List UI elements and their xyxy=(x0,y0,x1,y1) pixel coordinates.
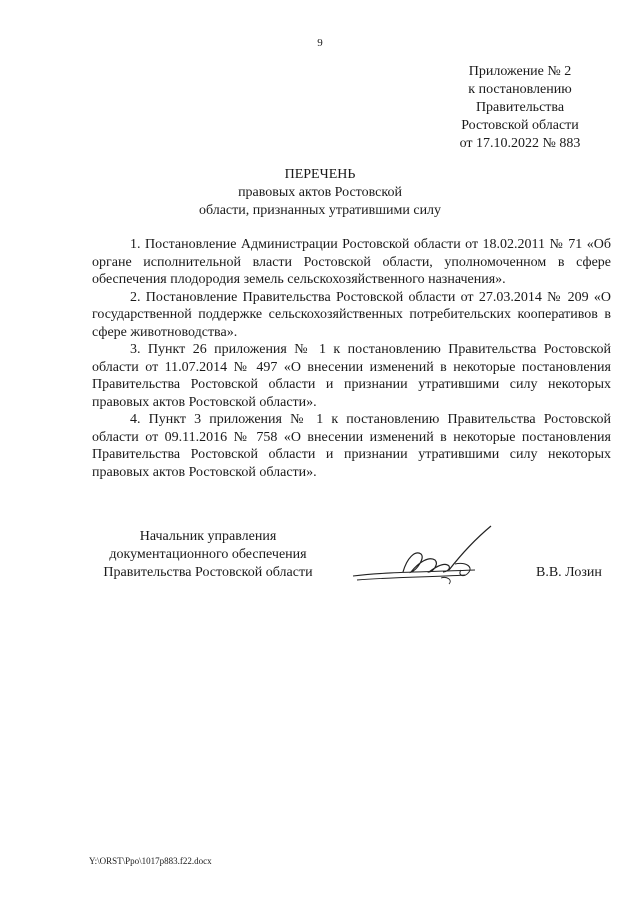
list-item: 4. Пункт 3 приложения № 1 к постановлению Правительства Ростовской области от 09.11.2016 № 758 «О внесении изменений в некоторые постановления Правительства Ростовской области и признании утратившими силу некоторых правовых актов Ростовской области». xyxy=(92,412,611,480)
signer-position xyxy=(88,528,328,582)
title-subtitle-line: области, признанных утратившими силу xyxy=(198,203,442,218)
signer-position-line: Начальник управления xyxy=(139,529,277,544)
list-item: 3. Пункт 26 приложения № 1 к постановлению Правительства Ростовской области от 11.07.2014 № 497 «О внесении изменений в некоторые постановления Правительства Ростовской области и признании утратившими силу некоторых правовых актов Ростовской области». xyxy=(92,342,611,410)
signer-position-line: Правительства Ростовской области xyxy=(103,565,313,580)
appendix-line: Ростовской области xyxy=(461,118,579,133)
list-item: 1. Постановление Администрации Ростовской области от 18.02.2011 № 71 «Об органе исполнительной власти Ростовской области, уполномоченном в сфере обеспечения плодородия земель сельскохозяйственного назначения». xyxy=(92,237,611,287)
list-item: 2. Постановление Правительства Ростовской области от 27.03.2014 № 209 «О государственной поддержке сельскохозяйственных потребительских кооперативов в сфере животноводства». xyxy=(92,289,611,340)
document-title xyxy=(0,166,640,220)
page-number: 9 xyxy=(317,37,323,49)
file-path: Y:\ORST\Ppo\1017p883.f22.docx xyxy=(89,856,212,866)
title-heading: ПЕРЕЧЕНЬ xyxy=(284,167,356,182)
title-subtitle-line: правовых актов Ростовской xyxy=(238,185,402,200)
appendix-line: от 17.10.2022 № 883 xyxy=(459,136,581,151)
signer-position-line: документационного обеспечения xyxy=(109,547,307,562)
appendix-line: к постановлению xyxy=(468,82,572,97)
appendix-line: Приложение № 2 xyxy=(468,64,572,79)
handwritten-signature xyxy=(345,522,515,590)
acts-list xyxy=(92,236,611,481)
signer-name: В.В. Лозин xyxy=(536,565,602,580)
appendix-line: Правительства xyxy=(475,100,565,115)
appendix-reference xyxy=(430,63,610,153)
